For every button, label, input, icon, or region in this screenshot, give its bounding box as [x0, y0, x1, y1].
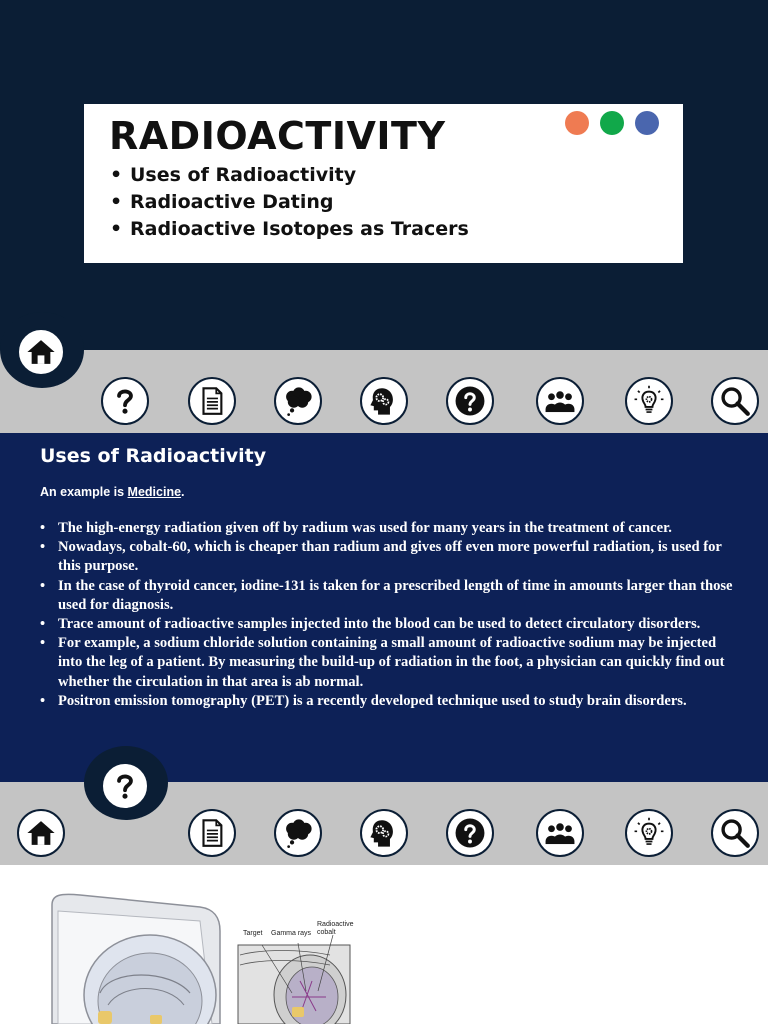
- thought-button[interactable]: [274, 377, 322, 425]
- mind-button[interactable]: [360, 377, 408, 425]
- medicine-link[interactable]: Medicine: [127, 485, 182, 499]
- content-section: [0, 433, 768, 782]
- help-icon: [453, 816, 487, 850]
- home-icon: [24, 816, 58, 850]
- example-line: An example is Medicine.: [40, 485, 185, 499]
- search-icon: [718, 384, 752, 418]
- topic-item: • Radioactive Dating: [110, 191, 334, 213]
- green-dot: [600, 111, 624, 135]
- mind-button[interactable]: [360, 809, 408, 857]
- title-card: [84, 104, 683, 263]
- blue-dot: [635, 111, 659, 135]
- idea-button[interactable]: [625, 377, 673, 425]
- search-icon: [718, 816, 752, 850]
- figure-label-gamma: Gamma rays: [271, 930, 312, 937]
- list-item: • The high-energy radiation given off by radium was used for many years in the treatment of cancer.: [40, 519, 740, 538]
- question-button[interactable]: [101, 377, 149, 425]
- list-item: • Trace amount of radioactive samples injected into the blood can be used to detect circulatory disorders.: [40, 615, 740, 634]
- search-button[interactable]: [711, 377, 759, 425]
- help-icon: [453, 384, 487, 418]
- group-icon: [543, 816, 577, 850]
- lightbulb-icon: [632, 816, 666, 850]
- head-gears-icon: [367, 384, 401, 418]
- group-button[interactable]: [536, 809, 584, 857]
- home-button[interactable]: [17, 809, 65, 857]
- home-button[interactable]: [17, 328, 65, 376]
- list-item: • Nowadays, cobalt-60, which is cheaper than radium and gives off even more powerful radiation, is used for this purpose.: [40, 538, 740, 576]
- document-button[interactable]: [188, 377, 236, 425]
- figure-area: [0, 865, 768, 1024]
- uses-list: [40, 519, 740, 711]
- section-heading: Uses of Radioactivity: [40, 445, 267, 467]
- thought-bubble-icon: [281, 816, 315, 850]
- list-item: • For example, a sodium chloride solution containing a small amount of radioactive sodium may be injected into the leg of a patient. By measuring the build-up of radiation in the foot, a physician can quickly find out whether the circulation in that area is ab normal.: [40, 634, 740, 692]
- idea-button[interactable]: [625, 809, 673, 857]
- decorative-dots: [565, 111, 659, 135]
- figure-label-target: Target: [243, 930, 263, 937]
- topic-item: • Uses of Radioactivity: [110, 164, 357, 186]
- head-gears-icon: [367, 816, 401, 850]
- medical-scanner-illustration: [0, 865, 768, 1024]
- list-item: • In the case of thyroid cancer, iodine-131 is taken for a prescribed length of time in amounts larger than those used for diagnosis.: [40, 577, 740, 615]
- lightbulb-icon: [632, 384, 666, 418]
- question-icon: [108, 769, 142, 803]
- document-icon: [195, 816, 229, 850]
- help-button[interactable]: [446, 377, 494, 425]
- group-icon: [543, 384, 577, 418]
- header-band: [0, 0, 768, 350]
- help-button[interactable]: [446, 809, 494, 857]
- document-button[interactable]: [188, 809, 236, 857]
- thought-bubble-icon: [281, 384, 315, 418]
- topic-item: • Radioactive Isotopes as Tracers: [110, 218, 469, 240]
- thought-button[interactable]: [274, 809, 322, 857]
- page-title: RADIOACTIVITY: [109, 114, 446, 158]
- question-icon: [108, 384, 142, 418]
- list-item: • Positron emission tomography (PET) is a recently developed technique used to study brain disorders.: [40, 692, 740, 711]
- figure-label-cobalt: Radioactive cobalt: [317, 921, 354, 936]
- orange-dot: [565, 111, 589, 135]
- document-icon: [195, 384, 229, 418]
- topic-list: [110, 162, 469, 243]
- question-button[interactable]: [101, 762, 149, 810]
- search-button[interactable]: [711, 809, 759, 857]
- home-icon: [24, 335, 58, 369]
- group-button[interactable]: [536, 377, 584, 425]
